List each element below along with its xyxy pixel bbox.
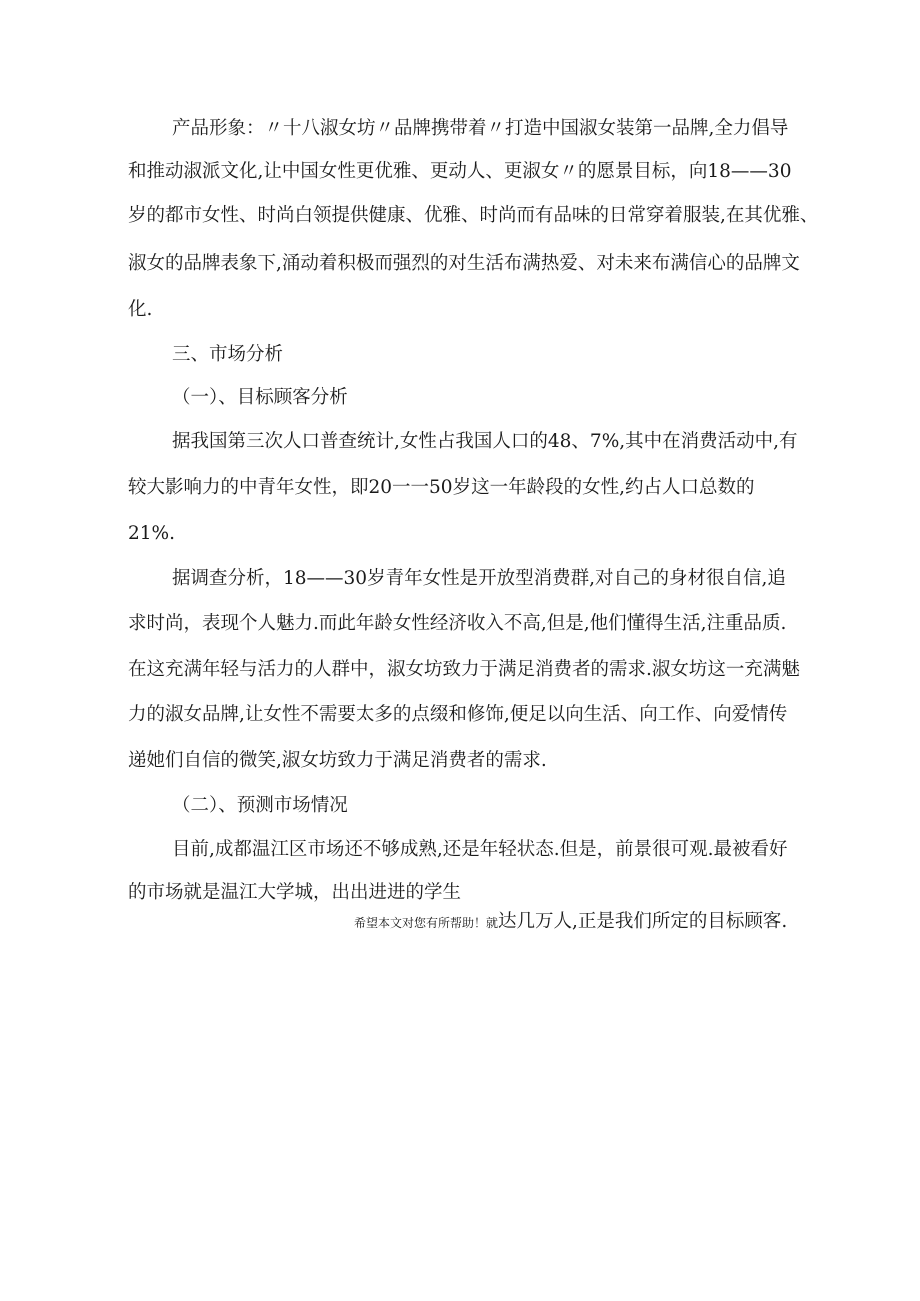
paragraph-4-line-1: 目前,成都温江区市场还不够成熟,还是年轻状态.但是，前景很可观.最被看好	[172, 839, 788, 860]
paragraph-3-line-3: 在这充满年轻与活力的人群中，淑女坊致力于满足消费者的需求.淑女坊这一充满魅	[128, 659, 800, 680]
footer-note-tail: 达几万人,正是我们所定的目标顾客.	[498, 911, 788, 932]
subsection-1-heading: （一）、目标顾客分析	[172, 387, 348, 408]
paragraph-2-line-3: 21%.	[128, 523, 175, 544]
paragraph-4-line-2: 的市场就是温江大学城，出出进进的学生	[128, 882, 462, 903]
footer-note-small: 希望本文对您有所帮助！就	[354, 916, 499, 930]
paragraph-1-line-2: 和推动淑派文化,让中国女性更优雅、更动人、更淑女〃的愿景目标，向18——30	[128, 161, 792, 182]
subsection-2-heading: （二）、预测市场情况	[172, 795, 348, 816]
paragraph-1-line-4: 淑女的品牌表象下,涌动着积极而强烈的对生活布满热爱、对未来布满信心的品牌文	[128, 253, 800, 274]
paragraph-4-footer-line	[354, 910, 787, 934]
paragraph-3-line-1: 据调查分析，18——30岁青年女性是开放型消费群,对自己的身材很自信,追	[172, 568, 786, 589]
paragraph-1-line-5: 化.	[128, 299, 153, 320]
section-3-heading: 三、市场分析	[172, 344, 284, 365]
paragraph-1-line-1: 产品形象：〃十八淑女坊〃品牌携带着〃打造中国淑女装第一品牌,全力倡导	[172, 118, 789, 139]
paragraph-1-line-3: 岁的都市女性、时尚白领提供健康、优雅、时尚而有品味的日常穿着服装,在其优雅、	[128, 205, 819, 226]
paragraph-3-line-2: 求时尚，表现个人魅力.而此年龄女性经济收入不高,但是,他们懂得生活,注重品质.	[128, 613, 787, 634]
paragraph-3-line-4: 力的淑女品牌,让女性不需要太多的点缀和修饰,便足以向生活、向工作、向爱情传	[128, 704, 788, 725]
paragraph-2-line-1: 据我国第三次人口普查统计,女性占我国人口的48、7%,其中在消费活动中,有	[172, 431, 798, 452]
paragraph-2-line-2: 较大影响力的中青年女性，即20一一50岁这一年龄段的女性,约占人口总数的	[128, 477, 755, 498]
paragraph-3-line-5: 递她们自信的微笑,淑女坊致力于满足消费者的需求.	[128, 750, 547, 771]
